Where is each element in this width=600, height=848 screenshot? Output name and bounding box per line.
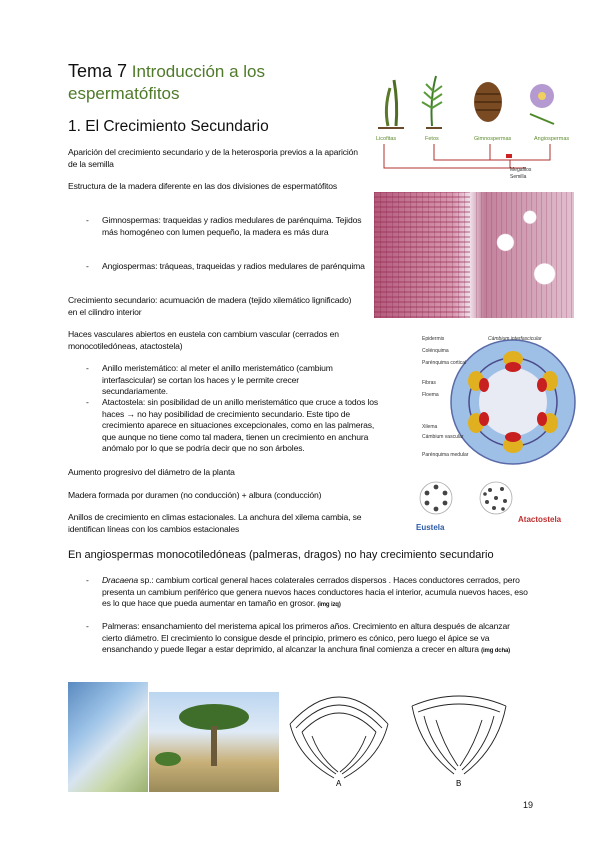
bullet-dash: - — [86, 363, 89, 373]
drawing-label-a: A — [336, 779, 342, 788]
page-number: 19 — [523, 800, 534, 810]
phylo-note-megafilos: Megafilos — [510, 167, 532, 173]
title-text: Introducción a los espermatófitos — [68, 62, 266, 103]
palmeras-img-note: (img dcha) — [481, 648, 510, 655]
bullet-palmeras — [86, 621, 530, 658]
stem-cross-section — [418, 330, 578, 472]
bullet-text — [102, 575, 530, 612]
eustela-label: Eustela — [416, 523, 445, 532]
bullet-text: Gimnospermas: traqueidas y radios medulares de parénquima. Tejidos más homogéneo con lumen pequeño, la madera es más dura — [102, 215, 362, 237]
bullet-text: Atactostela: sin posibilidad de un anillo meristemático que cruce a todos los haces → no hay posibilidad de crecimiento secundario. Este tipo de crecimiento aparece en situaciones excepcionales, como en las palmeras, que aunque no tiene como tal madera, tienen un crecimiento en anchura anómalo por lo que se podría decir que no son árboles. — [102, 397, 379, 454]
lycophyte-image — [378, 80, 404, 128]
paragraph-3: Crecimiento secundario: acumuación de madera (tejido xilemático lignificado) en el cilindro interior — [68, 295, 352, 317]
stem-label-parenquima-cortical: Parénquima cortical — [422, 360, 467, 366]
tree-trunk — [211, 726, 217, 766]
dragon-tree-photo — [149, 692, 279, 792]
bullet-dash: - — [86, 621, 89, 631]
title-number: Tema 7 — [68, 61, 128, 81]
stem-label-interfascicular: Cámbium interfascicular — [488, 336, 542, 342]
dracaena-text: sp.: cambium cortical general haces colaterales cerrados dispersos . Haces conductores cerrados, pero presenta un cambium periférico que genera nuevos haces conductores hacia el interior, acumula nuevos haces, eso es lo que hace que pueda aumentar en tamaño en grosor. — [102, 575, 528, 609]
palmeras-text: Palmeras: ensanchamiento del meristema apical los primeros años. Crecimiento en altura después de alcanzar cierto diámetro. El crecimiento lo consigue desde el principio, primero es cónico, pero luego el ápice se va ensanchando y puede llegar a estar deprimido, al alcanzar la anchura final comienza a crecer en altura — [102, 621, 510, 655]
bullet-text: Anillo meristemático: al meter el anillo meristemático (cambium interfascicular) se cortan los haces y le permite crecer secundariamente. — [102, 363, 333, 397]
stem-label-xilema: Xilema — [422, 424, 438, 430]
paragraph-8: En angiospermas monocotiledóneas (palmeras, dragos) no hay crecimiento secundario — [68, 549, 494, 561]
atactostela-label: Atactostela — [518, 515, 562, 524]
bullet-gimnospermas — [86, 215, 366, 238]
phylogeny-figure — [370, 68, 570, 184]
dracaena-genus: Dracaena — [102, 575, 139, 585]
drawing-label-b: B — [456, 779, 462, 788]
palm-apex-drawing-a — [284, 688, 394, 788]
pinecone-image — [474, 82, 502, 122]
page-title — [68, 60, 368, 105]
bullet-text: Angiospermas: tráqueas, traqueidas y radios medulares de parénquima — [102, 261, 365, 271]
bullet-dracaena — [86, 575, 530, 612]
paragraph-1: Aparición del crecimiento secundario y de la heterosporia previos a la aparición de la semilla — [68, 147, 358, 169]
flower-image — [530, 84, 554, 124]
palm-apex-drawing-b — [404, 688, 514, 788]
bullet-atactostela — [86, 397, 390, 455]
bullet-anillo — [86, 363, 362, 398]
gymnosperm-wood-image — [374, 192, 470, 318]
phylo-label-gimnospermas: Gimnospermas — [474, 136, 512, 142]
tree-line — [384, 144, 526, 168]
bullet-dash: - — [86, 575, 89, 585]
bullet-text — [102, 621, 530, 658]
fern-image — [422, 76, 442, 128]
bullet-angiospermas — [86, 261, 366, 273]
phylo-label-angiospermas: Angiospermas — [534, 136, 570, 142]
bullet-dash: - — [86, 261, 89, 271]
dracaena-img-note: (img izq) — [317, 602, 341, 609]
paragraph-4: Haces vasculares abiertos en eustela con cambium vascular (cerrados en monocotiledóneas, atactostela) — [68, 329, 339, 351]
stem-label-cambium: Cámbium vascular — [422, 434, 464, 440]
small-tree — [155, 752, 181, 766]
phylo-note-semilla: Semilla — [510, 174, 527, 180]
stem-label-floema: Floema — [422, 392, 439, 398]
section-heading: 1. El Crecimiento Secundario — [68, 118, 269, 135]
paragraph-5: Aumento progresivo del diámetro de la planta — [68, 467, 235, 477]
tree-branches — [434, 144, 550, 168]
paragraph-7: Anillos de crecimiento en climas estacionales. La anchura del xilema cambia, se identifican líneas con los cambios estacionales — [68, 512, 362, 534]
stem-label-epidermis: Epidermis — [422, 336, 445, 342]
stem-label-parenquima-medular: Parénquima medular — [422, 452, 469, 458]
bullet-dash: - — [86, 215, 89, 225]
stem-label-colenquima: Colénquima — [422, 348, 449, 354]
paragraph-6: Madera formada por duramen (no conducción) + albura (conducción) — [68, 490, 322, 500]
stem-label-fibras: Fibras — [422, 380, 436, 386]
phylo-label-licofitas: Licofitas — [376, 136, 397, 142]
angiosperm-wood-image — [476, 192, 574, 318]
phylo-label-fetos: Fetos — [425, 136, 439, 142]
seed-marker — [506, 154, 512, 158]
dracaena-section-image — [68, 682, 148, 792]
wood-micrograph — [374, 192, 574, 318]
stele-types-figure — [412, 480, 572, 534]
paragraph-2: Estructura de la madera diferente en las dos divisiones de espermatófitos — [68, 181, 337, 191]
bullet-dash: - — [86, 397, 89, 407]
